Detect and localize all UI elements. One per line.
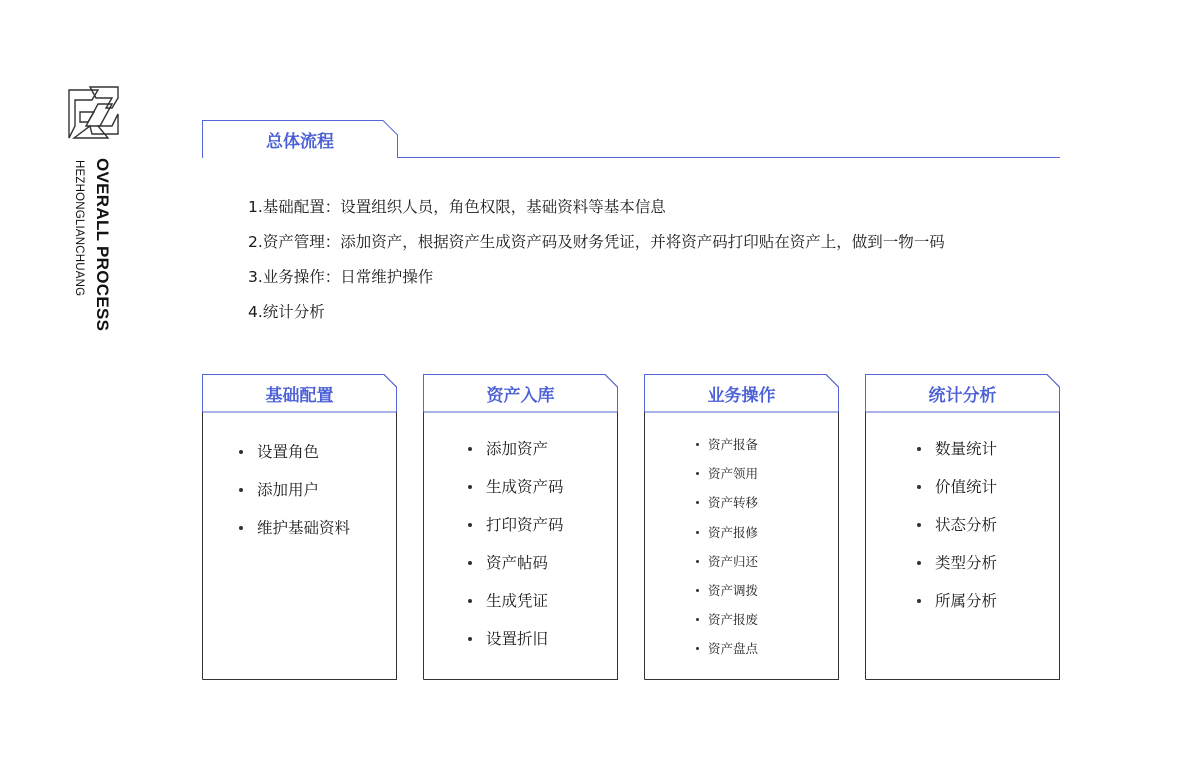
card-title: 基础配置 [265,385,334,406]
overview-item: 3.业务操作：日常维护操作 [248,268,434,286]
card-basic-config [202,374,397,680]
overview-item: 2.资产管理：添加资产，根据资产生成资产码及财务凭证，并将资产码打印贴在资产上，做到一物一码 [248,233,945,251]
card-title: 资产入库 [486,385,555,406]
zh-monogram-icon [68,86,120,140]
list-item: 添加资产 [468,430,564,468]
header-divider [397,157,1060,158]
card-asset-storage [423,374,618,680]
overview-item: 4.统计分析 [248,303,325,321]
card-statistics [865,374,1060,680]
list-item: 类型分析 [917,544,997,582]
card-item-list [917,430,997,620]
brand-title: OVERALL PROCESS [93,158,112,332]
section-header-tab [202,120,398,158]
card-item-list [468,430,564,658]
list-item: 生成凭证 [468,582,564,620]
list-item: 资产帖码 [468,544,564,582]
list-item: 维护基础资料 [239,509,350,547]
list-item: 打印资产码 [468,506,564,544]
card-business-ops [644,374,839,680]
card-title: 统计分析 [928,385,997,406]
overview-item: 1.基础配置：设置组织人员，角色权限，基础资料等基本信息 [248,198,666,216]
list-item: 资产报备 [696,430,758,459]
card-item-list [696,430,758,664]
list-item: 状态分析 [917,506,997,544]
list-item: 生成资产码 [468,468,564,506]
list-item: 数量统计 [917,430,997,468]
brand-caption [70,158,114,332]
list-item: 资产归还 [696,547,758,576]
card-item-list [239,433,350,547]
list-item: 资产盘点 [696,634,758,663]
list-item: 所属分析 [917,582,997,620]
list-item: 设置折旧 [468,620,564,658]
card-title: 业务操作 [707,385,776,406]
list-item: 添加用户 [239,471,350,509]
list-item: 资产领用 [696,459,758,488]
list-item: 设置角色 [239,433,350,471]
list-item: 价值统计 [917,468,997,506]
list-item: 资产调拨 [696,576,758,605]
list-item: 资产报废 [696,605,758,634]
list-item: 资产转移 [696,488,758,517]
section-title: 总体流程 [266,131,334,152]
brand-subtitle: HEZHONGLIANCHUANG [73,160,85,297]
list-item: 资产报修 [696,518,758,547]
overview-list [248,190,945,330]
